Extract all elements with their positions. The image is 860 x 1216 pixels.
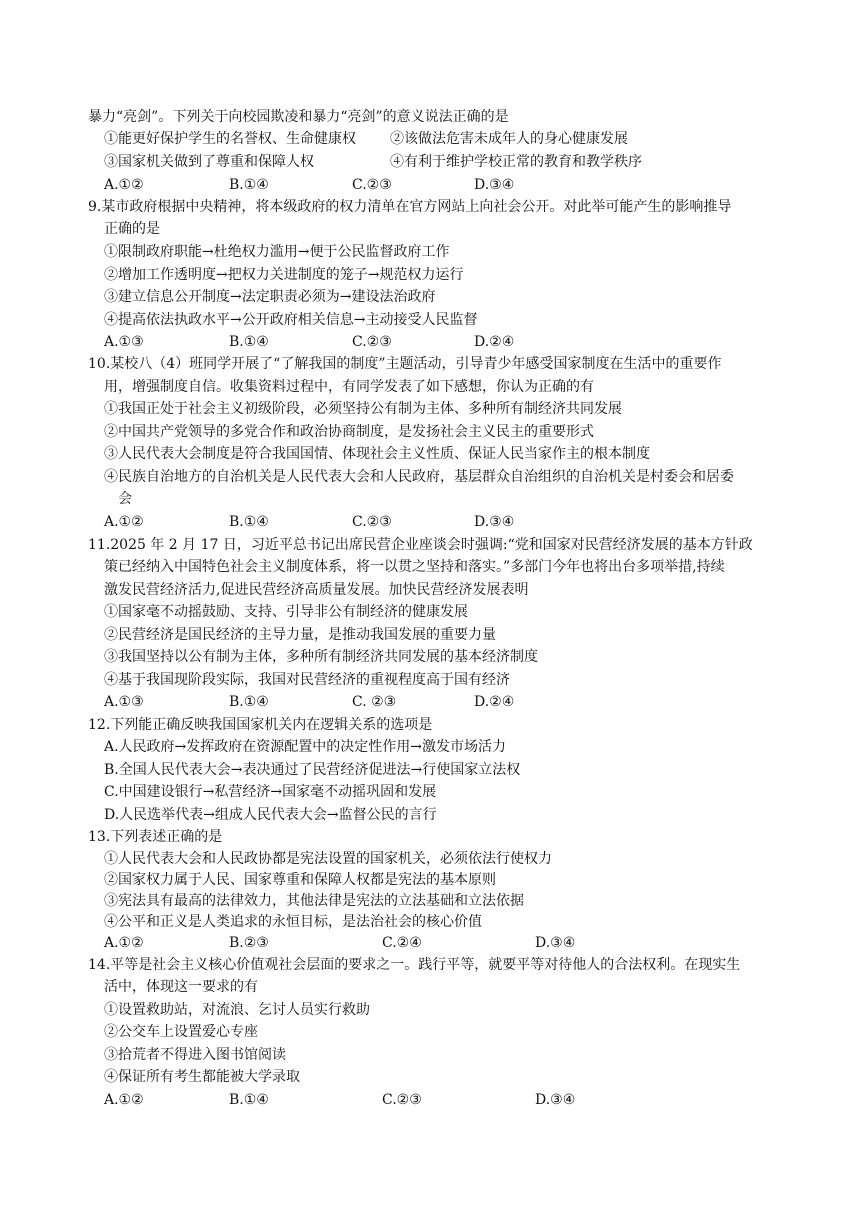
q9-option-b: B.①④ — [229, 334, 269, 350]
q11-item-2: ②民营经济是国民经济的主导力量，是推动我国发展的重要力量 — [104, 627, 496, 643]
q10-item-2: ②中国共产党领导的多党合作和政治协商制度，是发扬社会主义民主的重要形式 — [104, 424, 594, 440]
q13-item-1: ①人民代表大会和人民政协都是宪法设置的国家机关，必须依法行使权力 — [104, 851, 552, 867]
q14-item-2: ②公交车上设置爱心专座 — [104, 1024, 258, 1040]
q14-option-a: A.①② — [104, 1092, 144, 1108]
q10-option-a: A.①② — [104, 514, 144, 530]
q8-option-c: C.②③ — [352, 177, 392, 193]
q10-item-4: ④民族自治地方的自治机关是人民代表大会和人民政府，基层群众自治组织的自治机关是村委会和居委 — [104, 469, 734, 485]
q10-option-b: B.①④ — [229, 514, 269, 530]
q13-item-4: ④公平和正义是人类追求的永恒目标，是法治社会的核心价值 — [104, 914, 482, 930]
q13-option-d: D.③④ — [535, 935, 576, 951]
q8-option-b: B.①④ — [229, 177, 269, 193]
q9-stem-line-1: 9.某市政府根据中央精神，将本级政府的权力清单在官方网站上向社会公开。对此举可能产生的影响推导 — [88, 199, 732, 215]
q10-stem-line-1: 10.某校八（4）班同学开展了“了解我国的制度”主题活动，引导青少年感受国家制度在生活中的重要作 — [88, 356, 722, 372]
q13-option-a: A.①② — [104, 935, 144, 951]
q9-option-c: C.②③ — [352, 334, 392, 350]
q10-item-3: ③人民代表大会制度是符合我国国情、体现社会主义性质、保证人民当家作主的根本制度 — [104, 446, 650, 462]
q10-stem-line-2: 用，增强制度自信。收集资料过程中，有同学发表了如下感想，你认为正确的有 — [104, 379, 594, 395]
q12-stem: 12.下列能正确反映我国国家机关内在逻辑关系的选项是 — [88, 717, 433, 733]
q14-option-d: D.③④ — [535, 1092, 576, 1108]
q9-item-3: ③建立信息公开制度→法定职责必须为→建设法治政府 — [104, 289, 436, 305]
q14-item-1: ①设置救助站，对流浪、乞讨人员实行救助 — [104, 1002, 370, 1018]
q12-option-b: B.全国人民代表大会→表决通过了民营经济促进法→行使国家立法权 — [104, 762, 521, 778]
q11-option-b: B.①④ — [229, 694, 269, 710]
q8-item-4: ④有利于维护学校正常的教育和教学秩序 — [390, 154, 642, 170]
q14-option-b: B.①④ — [229, 1092, 269, 1108]
q14-stem-line-2: 活中，体现这一要求的有 — [104, 979, 258, 995]
q8-item-3: ③国家机关做到了尊重和保障人权 — [104, 154, 314, 170]
q9-item-4: ④提高依法执政水平→公开政府相关信息→主动接受人民监督 — [104, 312, 478, 328]
q13-option-b: B.②③ — [229, 935, 269, 951]
q13-item-2: ②国家权力属于人民、国家尊重和保障人权都是宪法的基本原则 — [104, 872, 496, 888]
q11-option-c: C. ②③ — [352, 694, 397, 710]
q10-item-1: ①我国正处于社会主义初级阶段，必须坚持公有制为主体、多种所有制经济共同发展 — [104, 401, 622, 417]
q11-stem-line-3: 激发民营经济活力,促进民营经济高质量发展。加快民营经济发展表明 — [104, 582, 529, 598]
q14-stem-line-1: 14.平等是社会主义核心价值观社会层面的要求之一。践行平等，就要平等对待他人的合法权利。在现实生 — [88, 957, 741, 973]
q10-item-4-wrap: 会 — [118, 491, 132, 507]
q11-item-3: ③我国坚持以公有制为主体，多种所有制经济共同发展的基本经济制度 — [104, 649, 538, 665]
q9-option-d: D.②④ — [474, 334, 515, 350]
q8-option-a: A.①② — [104, 177, 144, 193]
q13-stem: 13.下列表述正确的是 — [88, 829, 223, 845]
q13-item-3: ③宪法具有最高的法律效力，其他法律是宪法的立法基础和立法依据 — [104, 893, 524, 909]
q11-stem-line-2: 策已经纳入中国特色社会主义制度体系，将一以贯之坚持和落实。”多部门今年也将出台多项举措,持续 — [104, 559, 725, 575]
q14-option-c: C.②③ — [382, 1092, 422, 1108]
q10-option-c: C.②③ — [352, 514, 392, 530]
q9-item-1: ①限制政府职能→杜绝权力滥用→便于公民监督政府工作 — [104, 244, 450, 260]
q9-option-a: A.①③ — [104, 334, 144, 350]
q8-item-2: ②该做法危害未成年人的身心健康发展 — [390, 131, 628, 147]
q12-option-c: C.中国建设银行→私营经济→国家毫不动摇巩固和发展 — [104, 784, 437, 800]
q12-option-a: A.人民政府→发挥政府在资源配置中的决定性作用→激发市场活力 — [104, 739, 507, 755]
q14-item-3: ③拾荒者不得进入图书馆阅读 — [104, 1047, 286, 1063]
q11-option-d: D.②④ — [474, 694, 515, 710]
q9-stem-line-2: 正确的是 — [104, 221, 160, 237]
q8-stem: 暴力“亮剑”。下列关于向校园欺凌和暴力“亮剑”的意义说法正确的是 — [88, 109, 509, 125]
q10-option-d: D.③④ — [474, 514, 515, 530]
q14-item-4: ④保证所有考生都能被大学录取 — [104, 1069, 300, 1085]
q11-item-4: ④基于我国现阶段实际，我国对民营经济的重视程度高于国有经济 — [104, 672, 510, 688]
q8-option-d: D.③④ — [474, 177, 515, 193]
q11-stem-line-1: 11.2025 年 2 月 17 日，习近平总书记出席民营企业座谈会时强调:“党和国家对民营经济发展的基本方针政 — [88, 537, 753, 553]
q8-item-1: ①能更好保护学生的名誉权、生命健康权 — [104, 131, 356, 147]
q11-item-1: ①国家毫不动摇鼓励、支持、引导非公有制经济的健康发展 — [104, 604, 468, 620]
q11-option-a: A.①③ — [104, 694, 144, 710]
q12-option-d: D.人民选举代表→组成人民代表大会→监督公民的言行 — [104, 807, 437, 823]
q9-item-2: ②增加工作透明度→把权力关进制度的笼子→规范权力运行 — [104, 267, 464, 283]
q13-option-c: C.②④ — [382, 935, 422, 951]
